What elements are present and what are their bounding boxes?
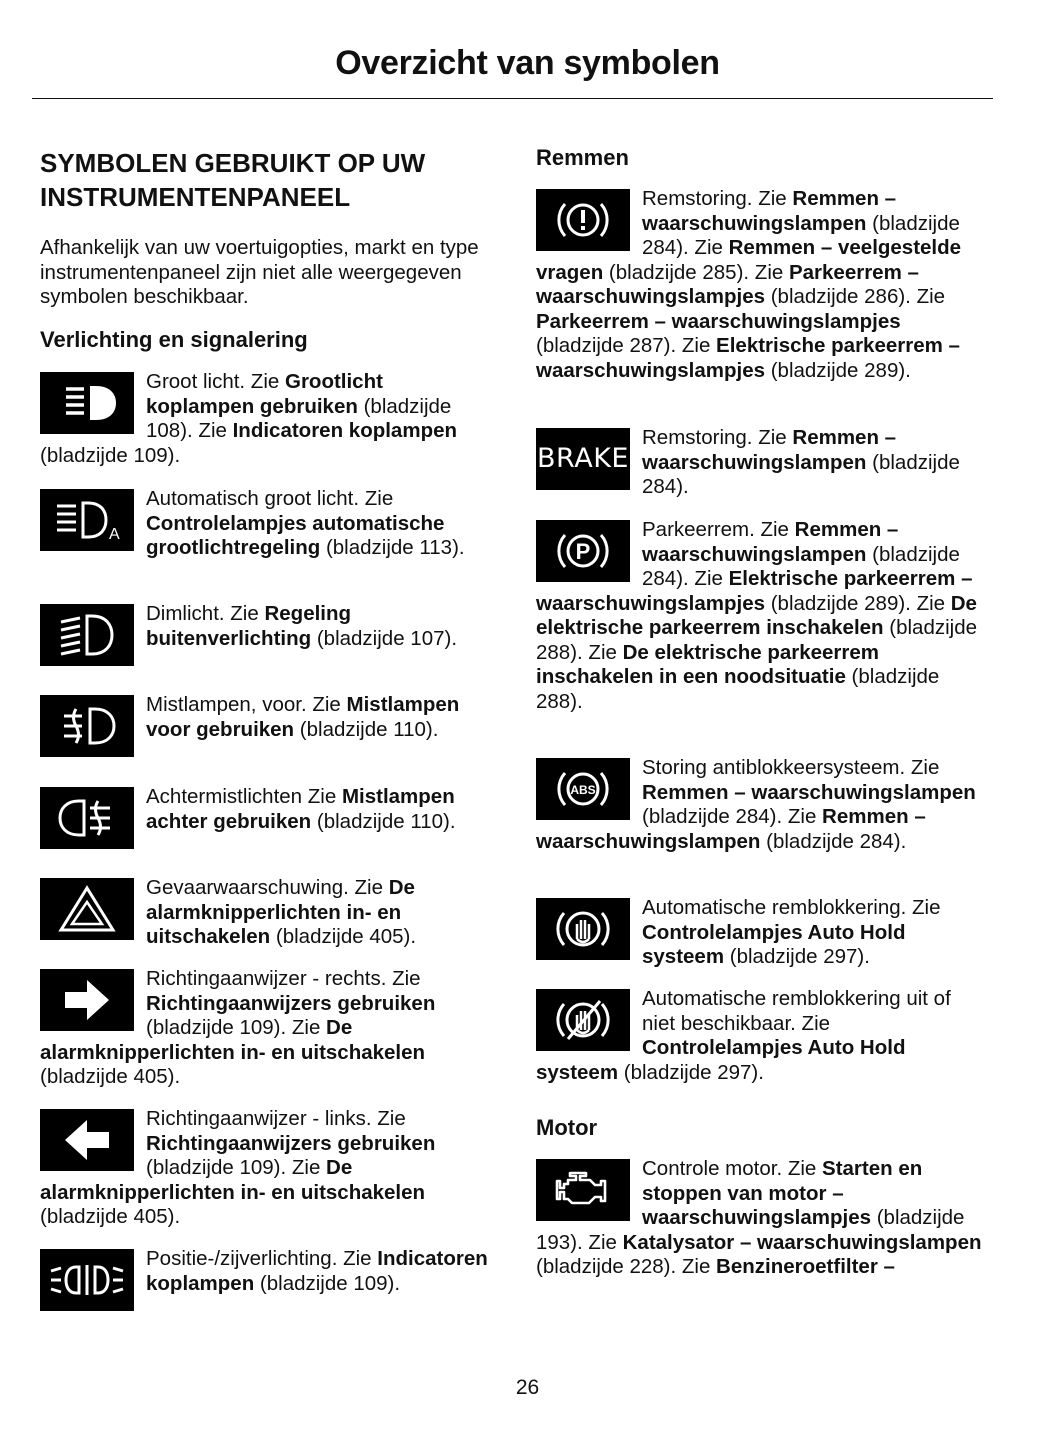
page-title: Overzicht van symbolen bbox=[335, 44, 720, 82]
entry-hazard bbox=[40, 876, 492, 950]
cross-reference: De alarmknipperlichten in- en uitschakelen bbox=[40, 1156, 426, 1204]
entry-auto-high-beam bbox=[40, 487, 492, 561]
entry-text-part: Automatische remblokkering uit of niet beschikbaar. Zie bbox=[642, 987, 951, 1035]
entry-text-part: Controle motor. Zie bbox=[642, 1157, 823, 1180]
entry-text-part: (bladzijde 405). bbox=[40, 1065, 181, 1088]
subheading-brakes: Remmen bbox=[536, 145, 629, 170]
auto-hold-icon bbox=[536, 898, 630, 960]
cross-reference: De elektrische parkeerrem inschakelen in een noodsituatie bbox=[536, 640, 880, 688]
cross-reference: Parkeerrem – waarschuwingslampjes bbox=[536, 260, 919, 308]
cross-reference: Grootlicht koplampen gebruiken bbox=[146, 370, 383, 418]
front-fog-icon bbox=[40, 695, 134, 757]
entry-text-part: (bladzijde 405). bbox=[270, 925, 417, 948]
entry-text bbox=[642, 896, 941, 968]
entry-text-part: Storing antiblokkeersysteem. Zie bbox=[642, 756, 940, 779]
entry-text bbox=[146, 785, 456, 833]
entry-engine bbox=[536, 1157, 986, 1280]
icon-letter: P bbox=[575, 539, 591, 564]
subheading-engine: Motor bbox=[536, 1115, 598, 1140]
entry-text-part: Gevaarwaarschuwing. Zie bbox=[146, 876, 389, 899]
entry-text-part: (bladzijde 285). Zie bbox=[603, 260, 789, 284]
entry-text-part: Mistlampen, voor. Zie bbox=[146, 693, 347, 716]
entry-rear-fog bbox=[40, 785, 492, 855]
abs-icon bbox=[536, 758, 630, 820]
cross-reference: Remmen – waarschuwingslampen bbox=[536, 805, 926, 853]
entry-text-part: Richtingaanwijzer - links. Zie bbox=[146, 1107, 406, 1130]
entry-text-part: (bladzijde 228). Zie bbox=[536, 1255, 717, 1278]
entry-text-part: (bladzijde 287). Zie bbox=[536, 334, 717, 357]
cross-reference: Mistlampen achter gebruiken bbox=[146, 785, 455, 833]
entry-high-beam bbox=[40, 370, 492, 468]
entry-text-part: Remstoring. Zie bbox=[642, 426, 793, 449]
entry-text-part: (bladzijde 193). Zie bbox=[536, 1206, 965, 1254]
cross-reference: Elektrische parkeerrem – waarschuwingslampjes bbox=[536, 567, 973, 615]
hazard-warning-icon bbox=[40, 878, 134, 940]
entry-text-part: (bladzijde 109). Zie bbox=[146, 1016, 327, 1039]
cross-reference: Remmen – waarschuwingslampen bbox=[642, 426, 897, 474]
entry-auto-hold bbox=[536, 896, 986, 970]
entry-text-part: (bladzijde 110). bbox=[294, 717, 439, 741]
cross-reference: Benzineroetfilter – bbox=[716, 1255, 895, 1278]
entry-text-part: Richtingaanwijzer - rechts. Zie bbox=[146, 967, 421, 990]
cross-reference: De alarmknipperlichten in- en uitschakelen bbox=[40, 1016, 426, 1064]
brake-text-icon bbox=[536, 428, 630, 490]
parking-brake-icon bbox=[536, 520, 630, 582]
entry-text bbox=[146, 487, 465, 559]
entry-parking-brake bbox=[536, 518, 986, 714]
entry-text-part: (bladzijde 113). bbox=[320, 536, 465, 559]
cross-reference: Elektrische parkeerrem – waarschuwingslampjes bbox=[536, 334, 960, 382]
cross-reference: Richtingaanwijzers gebruiken bbox=[146, 991, 436, 1015]
entry-text-part: (bladzijde 107). bbox=[311, 626, 458, 650]
cross-reference: Mistlampen voor gebruiken bbox=[146, 693, 460, 741]
entry-text bbox=[146, 602, 457, 650]
entry-text-part: (bladzijde 286). Zie bbox=[765, 285, 946, 308]
cross-reference: Remmen – veelgestelde vragen bbox=[536, 236, 962, 284]
turn-left-icon bbox=[40, 1109, 134, 1171]
entry-text-part: (bladzijde 288). Zie bbox=[536, 616, 978, 664]
entry-text-part: Positie-/zijverlichting. Zie bbox=[146, 1247, 378, 1270]
cross-reference: Remmen – waarschuwingslampen bbox=[642, 518, 899, 566]
entry-text-part: (bladzijde 284). Zie bbox=[642, 805, 823, 828]
entry-text-part: (bladzijde 405). bbox=[40, 1205, 181, 1228]
entry-text bbox=[146, 693, 459, 741]
engine-icon bbox=[536, 1159, 630, 1221]
entry-text-part: (bladzijde 109). Zie bbox=[146, 1156, 327, 1179]
entry-text-part: (bladzijde 108). Zie bbox=[146, 394, 452, 442]
entry-text-part: (bladzijde 284). bbox=[760, 829, 907, 853]
cross-reference: Remmen – waarschuwingslampen bbox=[642, 187, 897, 235]
cross-reference: Parkeerrem – waarschuwingslampjes bbox=[536, 309, 901, 333]
cross-reference: Controlelampjes Auto Hold systeem bbox=[642, 920, 906, 968]
high-beam-icon bbox=[40, 372, 134, 434]
cross-reference: Controlelampjes Auto Hold systeem bbox=[536, 1036, 906, 1084]
page-number: 26 bbox=[515, 1376, 540, 1399]
entry-text-part: Remstoring. Zie bbox=[642, 187, 793, 210]
cross-reference: De alarmknipperlichten in- en uitschakelen bbox=[146, 876, 415, 948]
cross-reference: Indicatoren koplampen bbox=[232, 419, 458, 442]
icon-letter: ABS bbox=[570, 783, 596, 797]
rear-fog-icon bbox=[40, 787, 134, 849]
entry-text-part: (bladzijde 109). bbox=[254, 1271, 401, 1295]
entry-front-fog bbox=[40, 693, 492, 763]
entry-text-part: Groot licht. Zie bbox=[146, 370, 285, 393]
entry-text-part: Automatische remblokkering. Zie bbox=[642, 896, 941, 919]
entry-text-part: (bladzijde 109). bbox=[40, 443, 181, 467]
entry-position-lights bbox=[40, 1247, 492, 1317]
entry-text-part: (bladzijde 288). bbox=[536, 665, 940, 713]
intro-text: Afhankelijk van uw voertuigopties, markt en type instrumentenpaneel zijn niet alle weergegeven symbolen beschikbaar. bbox=[40, 236, 479, 308]
auto-hold-off-icon bbox=[536, 989, 630, 1051]
entry-turn-right bbox=[40, 967, 492, 1090]
entry-text-part: (bladzijde 297). bbox=[724, 945, 870, 968]
entry-text-part: (bladzijde 284). bbox=[642, 450, 960, 498]
entry-brake-text bbox=[536, 426, 986, 500]
entry-low-beam bbox=[40, 602, 492, 672]
cross-reference: De elektrische parkeerrem inschakelen bbox=[536, 591, 977, 639]
entry-text bbox=[642, 426, 960, 498]
subheading-lighting: Verlichting en signalering bbox=[40, 327, 308, 352]
entry-abs bbox=[536, 756, 986, 854]
low-beam-icon bbox=[40, 604, 134, 666]
section-title: SYMBOLEN GEBRUIKT OP UW INSTRUMENTENPANEEL bbox=[40, 148, 426, 212]
entry-brake-warning bbox=[536, 187, 986, 383]
entry-text-part: Parkeerrem. Zie bbox=[642, 518, 795, 541]
cross-reference: Starten en stoppen van motor – waarschuwingslampjes bbox=[642, 1157, 923, 1229]
entry-text-part: Achtermistlichten Zie bbox=[146, 785, 342, 808]
title-rule bbox=[32, 98, 993, 99]
cross-reference: Controlelampjes automatische grootlichtregeling bbox=[146, 511, 445, 559]
entry-text-part: Dimlicht. Zie bbox=[146, 602, 265, 625]
entry-text-part: (bladzijde 297). bbox=[618, 1060, 764, 1084]
entry-text-part: (bladzijde 110). bbox=[311, 809, 456, 833]
cross-reference: Remmen – waarschuwingslampen bbox=[642, 780, 976, 804]
auto-high-beam-icon bbox=[40, 489, 134, 551]
cross-reference: Katalysator – waarschuwingslampen bbox=[622, 1230, 982, 1254]
cross-reference: Richtingaanwijzers gebruiken bbox=[146, 1131, 436, 1155]
brake-warning-icon bbox=[536, 189, 630, 251]
entry-text-part: (bladzijde 284). Zie bbox=[642, 211, 960, 259]
brake-label: BRAKE bbox=[537, 442, 629, 474]
entry-text-part: (bladzijde 289). Zie bbox=[765, 591, 951, 615]
entry-text bbox=[146, 876, 416, 948]
cross-reference: Regeling buitenverlichting bbox=[146, 602, 352, 650]
icon-letter: A bbox=[109, 526, 120, 543]
entry-text-part: (bladzijde 289). bbox=[765, 358, 911, 382]
entry-text-part: (bladzijde 284). Zie bbox=[642, 542, 960, 590]
entry-text bbox=[146, 1247, 488, 1295]
entry-auto-hold-off bbox=[536, 987, 986, 1085]
turn-right-icon bbox=[40, 969, 134, 1031]
cross-reference: Indicatoren koplampen bbox=[146, 1247, 488, 1295]
entry-text-part: Automatisch groot licht. Zie bbox=[146, 487, 394, 510]
position-lights-icon bbox=[40, 1249, 134, 1311]
entry-turn-left bbox=[40, 1107, 492, 1230]
